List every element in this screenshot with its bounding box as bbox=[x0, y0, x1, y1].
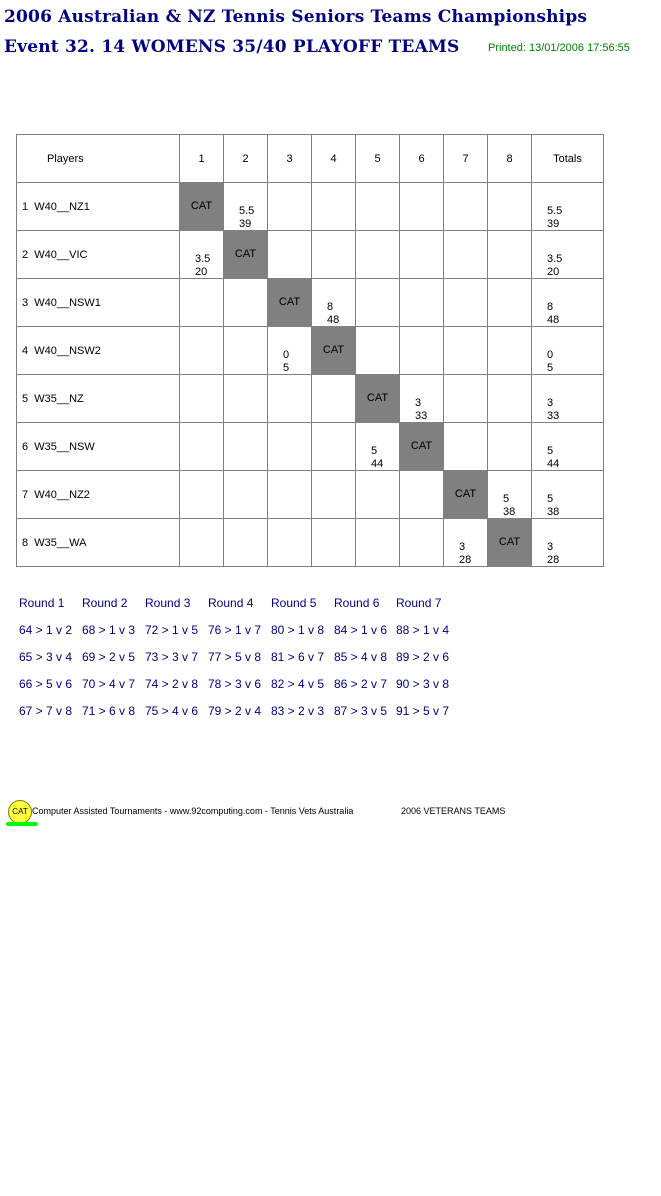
col-header-3: 3 bbox=[268, 135, 312, 183]
empty-cell bbox=[180, 375, 224, 423]
score-cell bbox=[312, 279, 356, 327]
match-entry: 67 > 7 v 8 bbox=[19, 704, 73, 718]
empty-cell bbox=[356, 279, 400, 327]
empty-cell bbox=[488, 375, 532, 423]
empty-cell bbox=[224, 423, 268, 471]
empty-cell bbox=[400, 231, 444, 279]
player-team: W40__NZ1 bbox=[34, 200, 90, 213]
empty-cell bbox=[356, 183, 400, 231]
empty-cell bbox=[444, 231, 488, 279]
match-entry: 69 > 2 v 5 bbox=[82, 650, 136, 664]
empty-cell bbox=[268, 183, 312, 231]
match-entry: 65 > 3 v 4 bbox=[19, 650, 73, 664]
empty-cell bbox=[312, 423, 356, 471]
match-entry: 83 > 2 v 3 bbox=[271, 704, 325, 718]
score-games: 33 bbox=[415, 410, 428, 422]
player-number: 3 bbox=[22, 296, 29, 309]
match-entry: 64 > 1 v 2 bbox=[19, 623, 73, 637]
score-games: 20 bbox=[195, 266, 208, 278]
total-points: 3.5 bbox=[547, 253, 563, 265]
round-header-7: Round 7 bbox=[396, 596, 442, 610]
empty-cell bbox=[400, 327, 444, 375]
score-points: 3.5 bbox=[195, 253, 211, 265]
match-entry: 85 > 4 v 8 bbox=[334, 650, 388, 664]
total-cell bbox=[532, 471, 604, 519]
total-games: 33 bbox=[547, 410, 560, 422]
empty-cell bbox=[444, 183, 488, 231]
empty-cell bbox=[312, 375, 356, 423]
player-row bbox=[17, 471, 604, 519]
total-points: 5 bbox=[547, 493, 554, 505]
match-entry: 82 > 4 v 5 bbox=[271, 677, 325, 691]
round-header-6: Round 6 bbox=[334, 596, 380, 610]
score-games: 44 bbox=[371, 458, 384, 470]
player-number: 7 bbox=[22, 488, 29, 501]
footer-credit: Computer Assisted Tournaments - www.92computing.com - Tennis Vets Australia bbox=[32, 806, 354, 816]
match-entry: 88 > 1 v 4 bbox=[396, 623, 450, 637]
total-games: 44 bbox=[547, 458, 560, 470]
cat-logo-icon: CAT bbox=[8, 800, 32, 824]
empty-cell bbox=[268, 375, 312, 423]
score-games: 38 bbox=[503, 506, 516, 518]
match-entry: 89 > 2 v 6 bbox=[396, 650, 450, 664]
total-points: 3 bbox=[547, 397, 554, 409]
totals-header: Totals bbox=[532, 135, 604, 183]
empty-cell bbox=[312, 231, 356, 279]
match-entry: 66 > 5 v 6 bbox=[19, 677, 73, 691]
total-games: 38 bbox=[547, 506, 560, 518]
cat-label: CAT bbox=[410, 440, 433, 452]
player-number: 1 bbox=[22, 200, 29, 213]
empty-cell bbox=[224, 519, 268, 567]
player-name bbox=[17, 279, 180, 327]
match-entry: 74 > 2 v 8 bbox=[145, 677, 199, 691]
total-cell bbox=[532, 231, 604, 279]
player-row bbox=[17, 279, 604, 327]
match-entry: 73 > 3 v 7 bbox=[145, 650, 199, 664]
total-games: 28 bbox=[547, 554, 560, 566]
player-row bbox=[17, 231, 604, 279]
event-title: Event 32. 14 WOMENS 35/40 PLAYOFF TEAMS bbox=[4, 37, 460, 57]
player-row bbox=[17, 183, 604, 231]
total-cell bbox=[532, 327, 604, 375]
empty-cell bbox=[400, 183, 444, 231]
total-cell bbox=[532, 375, 604, 423]
score-games: 5 bbox=[283, 362, 290, 374]
cat-cell bbox=[180, 183, 224, 231]
player-name bbox=[17, 423, 180, 471]
player-number: 4 bbox=[22, 344, 29, 357]
col-header-1: 1 bbox=[180, 135, 224, 183]
round-header-3: Round 3 bbox=[145, 596, 191, 610]
match-entry: 77 > 5 v 8 bbox=[208, 650, 262, 664]
score-points: 5 bbox=[371, 445, 378, 457]
col-header-2: 2 bbox=[224, 135, 268, 183]
total-points: 5.5 bbox=[547, 205, 563, 217]
cat-cell bbox=[444, 471, 488, 519]
match-entry: 68 > 1 v 3 bbox=[82, 623, 136, 637]
empty-cell bbox=[224, 471, 268, 519]
score-cell bbox=[444, 519, 488, 567]
score-points: 3 bbox=[415, 397, 422, 409]
score-cell bbox=[356, 423, 400, 471]
player-name bbox=[17, 471, 180, 519]
score-cell bbox=[224, 183, 268, 231]
empty-cell bbox=[312, 471, 356, 519]
empty-cell bbox=[444, 375, 488, 423]
empty-cell bbox=[312, 183, 356, 231]
empty-cell bbox=[180, 279, 224, 327]
player-row bbox=[17, 375, 604, 423]
match-entry: 87 > 3 v 5 bbox=[334, 704, 388, 718]
player-row bbox=[17, 327, 604, 375]
total-points: 5 bbox=[547, 445, 554, 457]
empty-cell bbox=[180, 471, 224, 519]
match-entry: 70 > 4 v 7 bbox=[82, 677, 136, 691]
printed-timestamp: Printed: 13/01/2006 17:56:55 bbox=[488, 42, 630, 54]
player-team: W40__NSW2 bbox=[34, 344, 101, 357]
footer-event-label: 2006 VETERANS TEAMS bbox=[401, 806, 506, 816]
match-entry: 71 > 6 v 8 bbox=[82, 704, 136, 718]
cat-label: CAT bbox=[234, 248, 257, 260]
player-name bbox=[17, 183, 180, 231]
round-header-1: Round 1 bbox=[19, 596, 65, 610]
player-team: W35__NSW bbox=[34, 440, 95, 453]
empty-cell bbox=[224, 375, 268, 423]
cat-label: CAT bbox=[366, 392, 389, 404]
player-name bbox=[17, 519, 180, 567]
empty-cell bbox=[268, 471, 312, 519]
cat-label: CAT bbox=[278, 296, 301, 308]
cat-label: CAT bbox=[322, 344, 345, 356]
score-cell bbox=[400, 375, 444, 423]
score-points: 0 bbox=[283, 349, 290, 361]
empty-cell bbox=[180, 327, 224, 375]
score-points: 8 bbox=[327, 301, 334, 313]
score-cell bbox=[180, 231, 224, 279]
player-row bbox=[17, 519, 604, 567]
match-entry: 78 > 3 v 6 bbox=[208, 677, 262, 691]
total-games: 5 bbox=[547, 362, 554, 374]
cat-label: CAT bbox=[190, 200, 213, 212]
col-header-8: 8 bbox=[488, 135, 532, 183]
cat-cell bbox=[312, 327, 356, 375]
empty-cell bbox=[488, 231, 532, 279]
player-team: W40__NSW1 bbox=[34, 296, 101, 309]
round-header-5: Round 5 bbox=[271, 596, 317, 610]
match-entry: 91 > 5 v 7 bbox=[396, 704, 450, 718]
player-team: W40__VIC bbox=[34, 248, 88, 261]
cat-cell bbox=[356, 375, 400, 423]
score-cell bbox=[268, 327, 312, 375]
results-grid bbox=[16, 134, 604, 567]
total-points: 0 bbox=[547, 349, 554, 361]
cat-label: CAT bbox=[454, 488, 477, 500]
player-team: W35__NZ bbox=[34, 392, 84, 405]
total-points: 8 bbox=[547, 301, 554, 313]
total-cell bbox=[532, 183, 604, 231]
score-games: 28 bbox=[459, 554, 472, 566]
score-points: 5.5 bbox=[239, 205, 255, 217]
round-header-4: Round 4 bbox=[208, 596, 254, 610]
player-number: 2 bbox=[22, 248, 29, 261]
empty-cell bbox=[268, 231, 312, 279]
cat-cell bbox=[224, 231, 268, 279]
match-entry: 81 > 6 v 7 bbox=[271, 650, 325, 664]
player-name bbox=[17, 231, 180, 279]
player-team: W40__NZ2 bbox=[34, 488, 90, 501]
empty-cell bbox=[400, 519, 444, 567]
match-entry: 79 > 2 v 4 bbox=[208, 704, 262, 718]
col-header-6: 6 bbox=[400, 135, 444, 183]
page-title: 2006 Australian & NZ Tennis Seniors Teams Championships bbox=[4, 7, 588, 27]
col-header-7: 7 bbox=[444, 135, 488, 183]
match-entry: 76 > 1 v 7 bbox=[208, 623, 262, 637]
cat-cell bbox=[488, 519, 532, 567]
total-games: 20 bbox=[547, 266, 560, 278]
cat-label: CAT bbox=[498, 536, 521, 548]
empty-cell bbox=[488, 423, 532, 471]
cat-cell bbox=[400, 423, 444, 471]
empty-cell bbox=[312, 519, 356, 567]
player-name bbox=[17, 327, 180, 375]
col-header-4: 4 bbox=[312, 135, 356, 183]
score-games: 39 bbox=[239, 218, 252, 230]
total-cell bbox=[532, 279, 604, 327]
logo-underline bbox=[6, 822, 38, 826]
empty-cell bbox=[488, 279, 532, 327]
total-cell bbox=[532, 519, 604, 567]
players-header: Players bbox=[17, 135, 180, 183]
round-header-2: Round 2 bbox=[82, 596, 128, 610]
match-entry: 86 > 2 v 7 bbox=[334, 677, 388, 691]
score-cell bbox=[488, 471, 532, 519]
player-name bbox=[17, 375, 180, 423]
empty-cell bbox=[268, 519, 312, 567]
match-entry: 75 > 4 v 6 bbox=[145, 704, 199, 718]
empty-cell bbox=[488, 183, 532, 231]
total-points: 3 bbox=[547, 541, 554, 553]
empty-cell bbox=[356, 519, 400, 567]
player-number: 6 bbox=[22, 440, 29, 453]
empty-cell bbox=[488, 327, 532, 375]
player-number: 5 bbox=[22, 392, 29, 405]
col-header-5: 5 bbox=[356, 135, 400, 183]
cat-cell bbox=[268, 279, 312, 327]
score-games: 48 bbox=[327, 314, 340, 326]
player-team: W35__WA bbox=[34, 536, 87, 549]
empty-cell bbox=[356, 231, 400, 279]
empty-cell bbox=[180, 519, 224, 567]
player-number: 8 bbox=[22, 536, 29, 549]
total-games: 39 bbox=[547, 218, 560, 230]
empty-cell bbox=[400, 279, 444, 327]
score-points: 5 bbox=[503, 493, 510, 505]
match-entry: 80 > 1 v 8 bbox=[271, 623, 325, 637]
empty-cell bbox=[268, 423, 312, 471]
empty-cell bbox=[224, 279, 268, 327]
empty-cell bbox=[444, 423, 488, 471]
empty-cell bbox=[356, 471, 400, 519]
total-cell bbox=[532, 423, 604, 471]
empty-cell bbox=[356, 327, 400, 375]
empty-cell bbox=[444, 327, 488, 375]
empty-cell bbox=[444, 279, 488, 327]
total-games: 48 bbox=[547, 314, 560, 326]
score-points: 3 bbox=[459, 541, 466, 553]
match-entry: 90 > 3 v 8 bbox=[396, 677, 450, 691]
empty-cell bbox=[400, 471, 444, 519]
grid-header-row bbox=[17, 135, 604, 183]
empty-cell bbox=[180, 423, 224, 471]
match-entry: 72 > 1 v 5 bbox=[145, 623, 199, 637]
player-row bbox=[17, 423, 604, 471]
empty-cell bbox=[224, 327, 268, 375]
match-entry: 84 > 1 v 6 bbox=[334, 623, 388, 637]
